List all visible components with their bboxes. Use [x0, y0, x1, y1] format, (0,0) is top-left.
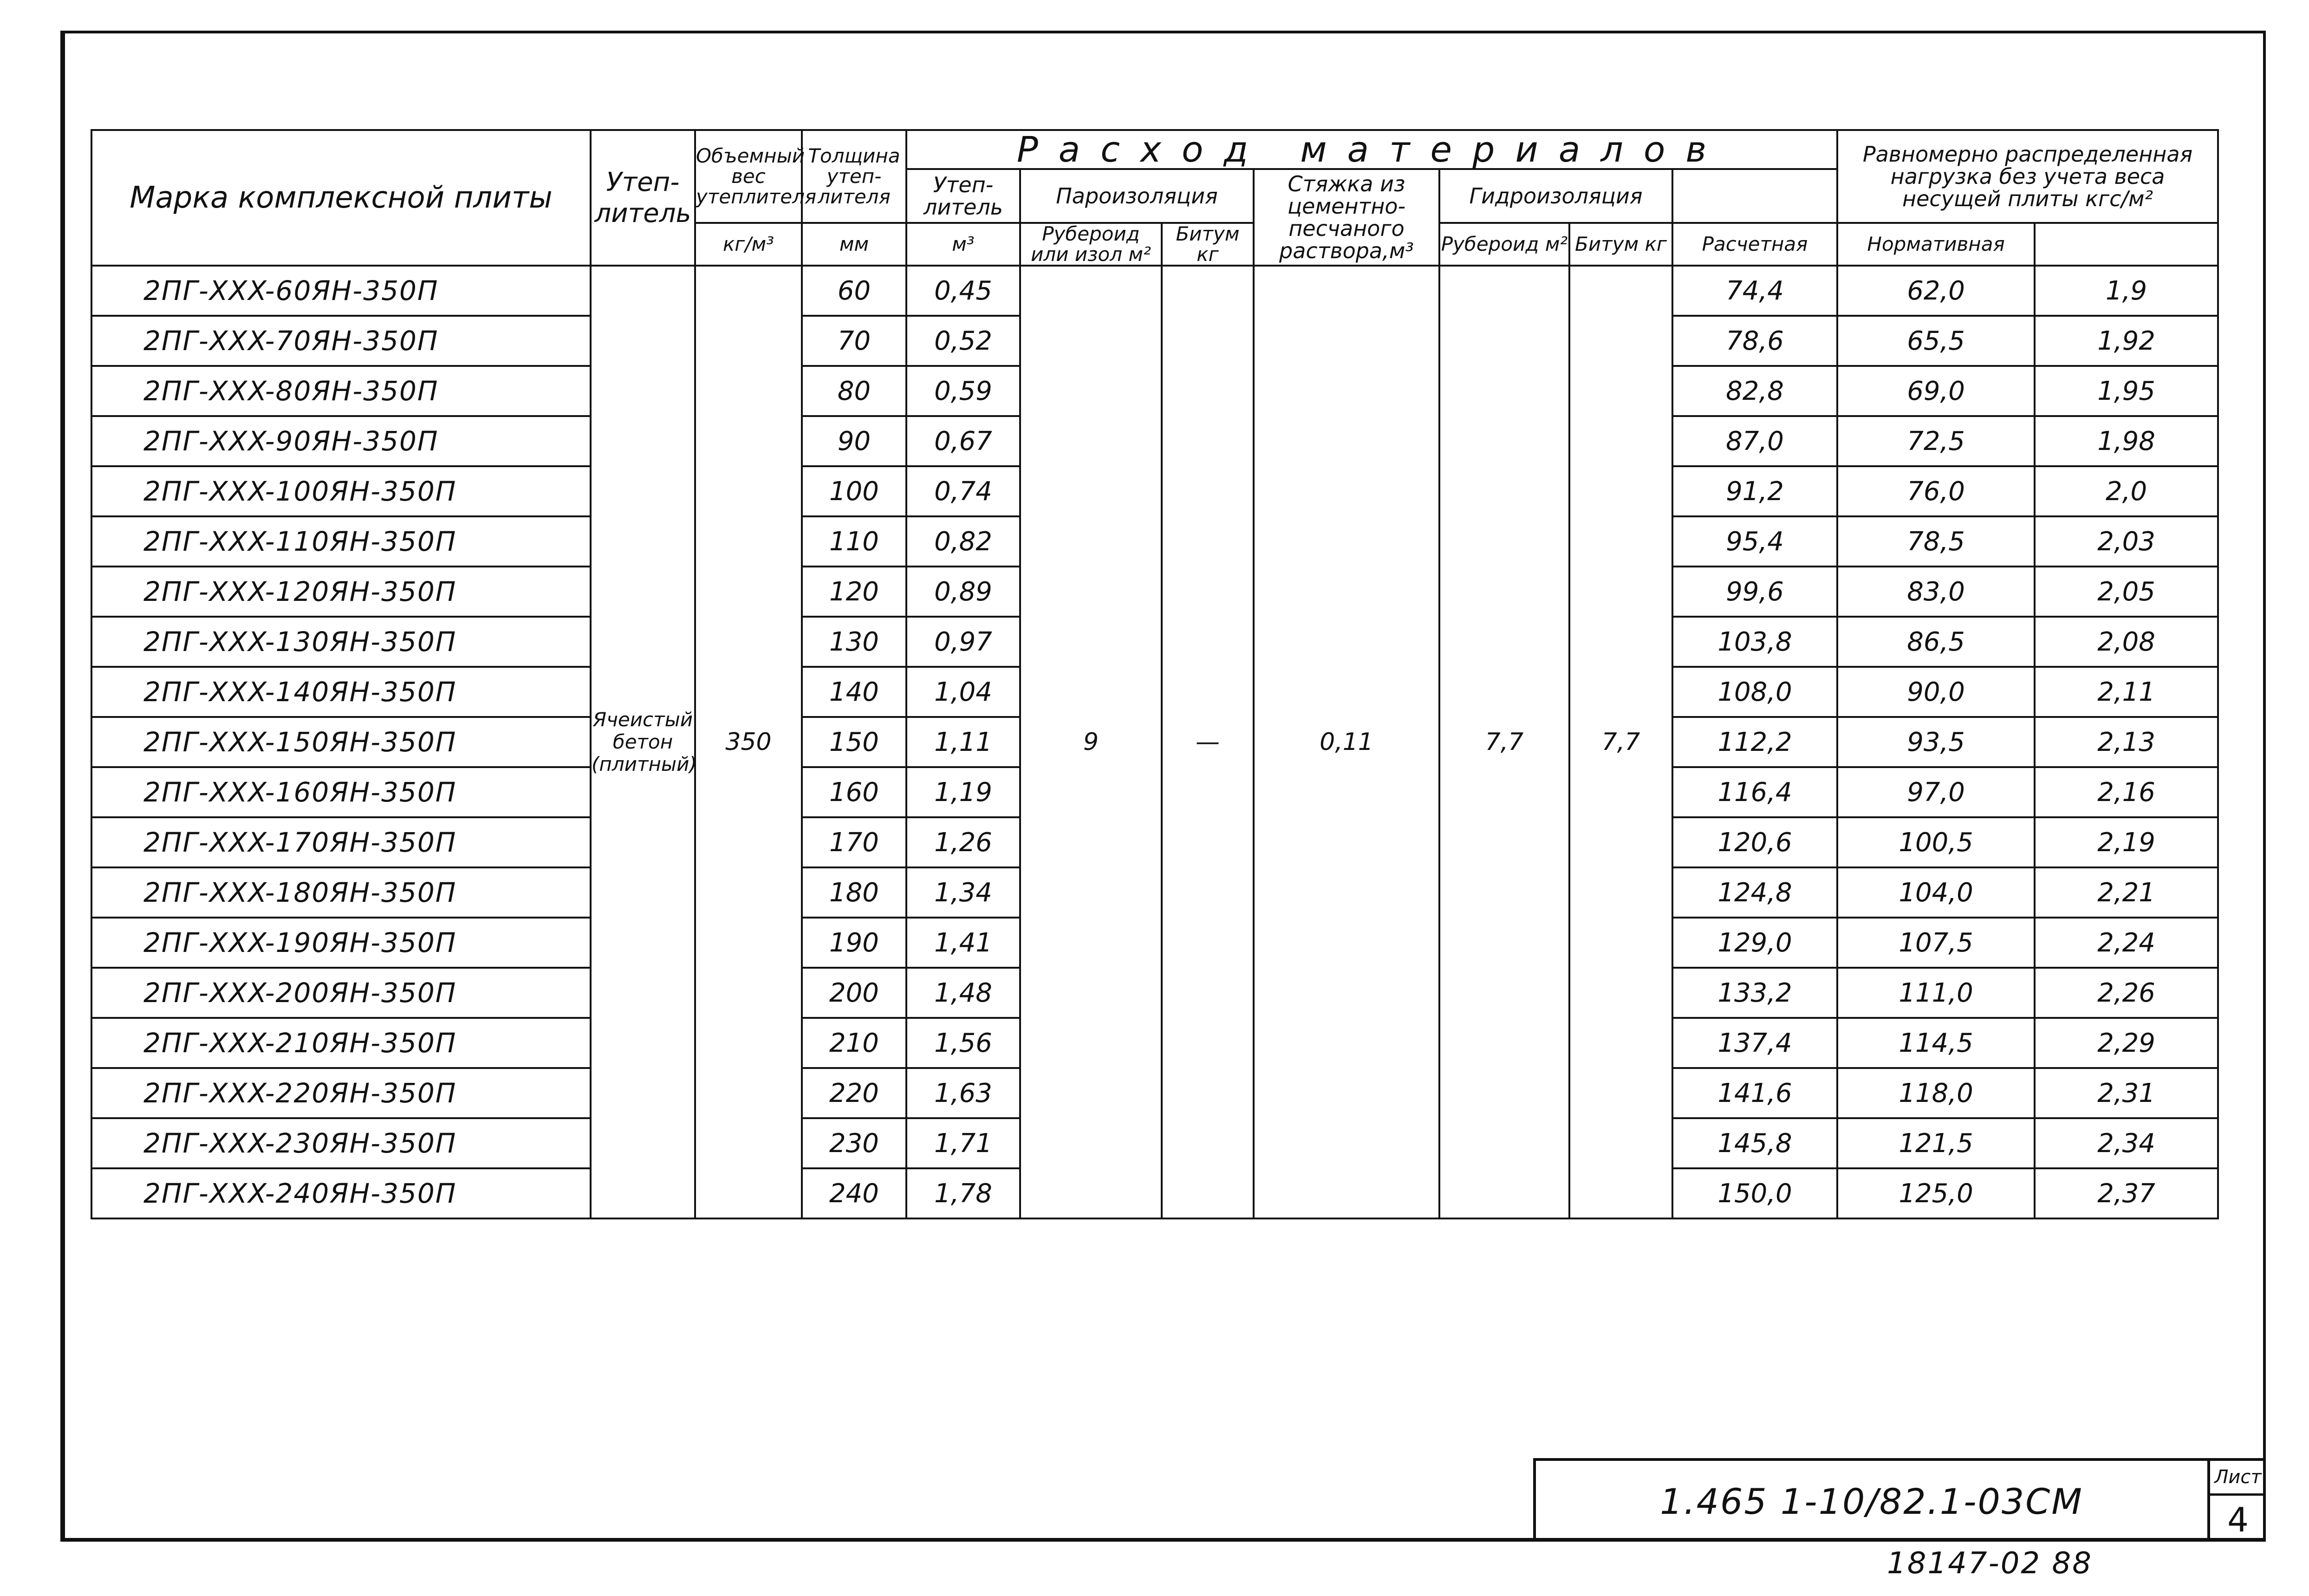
cell-load-calc: 99,6 — [1672, 567, 1837, 617]
cell-load-norm: 90,0 — [1837, 667, 2035, 717]
cell-load-calc: 91,2 — [1672, 466, 1837, 516]
cell-mass: 2,31 — [2035, 1068, 2218, 1118]
cell-insul-volume: 0,59 — [906, 366, 1020, 416]
header-thickness-unit: мм — [802, 223, 906, 266]
cell-load-norm: 86,5 — [1837, 617, 2035, 667]
cell-load-calc: 74,4 — [1672, 266, 1837, 316]
cell-thickness: 120 — [802, 567, 906, 617]
title-block-designation: 1.465 1-10/82.1-03СМ — [1533, 1458, 2207, 1542]
sheet-label: Лист — [2210, 1461, 2266, 1496]
cell-thickness: 230 — [802, 1118, 906, 1168]
cell-mass: 2,26 — [2035, 968, 2218, 1018]
cell-load-calc: 129,0 — [1672, 918, 1837, 968]
cell-load-calc: 116,4 — [1672, 767, 1837, 817]
cell-load-norm: 76,0 — [1837, 466, 2035, 516]
cell-insul-volume: 1,78 — [906, 1168, 1020, 1218]
cell-mark: 2ПГ-XXX-150ЯН-350П — [91, 717, 591, 767]
cell-load-norm: 69,0 — [1837, 366, 2035, 416]
cell-thickness: 190 — [802, 918, 906, 968]
cell-load-calc: 87,0 — [1672, 416, 1837, 466]
cell-vapor-ruberoid: 9 — [1020, 266, 1162, 1218]
cell-mass: 1,9 — [2035, 266, 2218, 316]
cell-mark: 2ПГ-XXX-240ЯН-350П — [91, 1168, 591, 1218]
cell-thickness: 240 — [802, 1168, 906, 1218]
cell-hydro-ruberoid: 7,7 — [1439, 266, 1569, 1218]
cell-load-calc: 103,8 — [1672, 617, 1837, 667]
materials-table — [91, 129, 2219, 1219]
header-consumption: Расход материалов — [906, 130, 1837, 169]
cell-load-calc: 124,8 — [1672, 867, 1837, 918]
cell-insul-volume: 1,26 — [906, 817, 1020, 867]
cell-mark: 2ПГ-XXX-60ЯН-350П — [91, 266, 591, 316]
cell-load-norm: 93,5 — [1837, 717, 2035, 767]
header-hydro-bitumen: Битум кг — [1569, 223, 1672, 266]
cell-insul-volume: 1,11 — [906, 717, 1020, 767]
cell-insul-volume: 1,48 — [906, 968, 1020, 1018]
cell-load-calc: 82,8 — [1672, 366, 1837, 416]
cell-insul-volume: 1,34 — [906, 867, 1020, 918]
table-row — [91, 266, 2218, 316]
cell-load-calc: 112,2 — [1672, 717, 1837, 767]
cell-thickness: 110 — [802, 516, 906, 567]
cell-load-norm: 100,5 — [1837, 817, 2035, 867]
cell-mark: 2ПГ-XXX-210ЯН-350П — [91, 1018, 591, 1068]
header-mark: Марка комплексной плиты — [91, 130, 591, 266]
cell-load-norm: 78,5 — [1837, 516, 2035, 567]
cell-mass: 2,11 — [2035, 667, 2218, 717]
cell-insul-volume: 1,41 — [906, 918, 1020, 968]
cell-mass: 1,98 — [2035, 416, 2218, 466]
cell-load-norm: 121,5 — [1837, 1118, 2035, 1168]
cell-insul-volume: 0,52 — [906, 316, 1020, 366]
header-volume-weight-unit: кг/м³ — [695, 223, 802, 266]
cell-mass: 2,05 — [2035, 567, 2218, 617]
cell-load-calc: 95,4 — [1672, 516, 1837, 567]
cell-insul-volume: 1,19 — [906, 767, 1020, 817]
cell-thickness: 60 — [802, 266, 906, 316]
cell-mass: 2,19 — [2035, 817, 2218, 867]
cell-thickness: 150 — [802, 717, 906, 767]
header-vapor-ruberoid: Рубероид или изол м² — [1020, 223, 1162, 266]
cell-load-calc: 108,0 — [1672, 667, 1837, 717]
cell-insul-volume: 1,71 — [906, 1118, 1020, 1168]
header-volume-weight: Объемный вес утеплителя — [695, 130, 802, 223]
cell-thickness: 200 — [802, 968, 906, 1018]
cell-load-calc: 137,4 — [1672, 1018, 1837, 1068]
cell-thickness: 180 — [802, 867, 906, 918]
cell-thickness: 100 — [802, 466, 906, 516]
cell-insul-volume: 1,63 — [906, 1068, 1020, 1118]
header-row-1 — [91, 130, 2218, 169]
cell-mass: 1,92 — [2035, 316, 2218, 366]
cell-load-calc: 78,6 — [1672, 316, 1837, 366]
cell-load-norm: 97,0 — [1837, 767, 2035, 817]
cell-load-norm: 104,0 — [1837, 867, 2035, 918]
cell-mark: 2ПГ-XXX-110ЯН-350П — [91, 516, 591, 567]
cell-mass: 2,21 — [2035, 867, 2218, 918]
cell-mass: 2,34 — [2035, 1118, 2218, 1168]
cell-thickness: 130 — [802, 617, 906, 667]
header-load: Равномерно распределенная нагрузка без учета веса несущей плиты кгс/м² — [1837, 130, 2218, 223]
cell-thickness: 80 — [802, 366, 906, 416]
cell-mark: 2ПГ-XXX-140ЯН-350П — [91, 667, 591, 717]
cell-mark: 2ПГ-XXX-120ЯН-350П — [91, 567, 591, 617]
header-vapor: Пароизоляция — [1020, 169, 1254, 223]
cell-load-norm: 111,0 — [1837, 968, 2035, 1018]
cell-load-norm: 118,0 — [1837, 1068, 2035, 1118]
header-vapor-bitumen: Битум кг — [1162, 223, 1254, 266]
cell-mass: 2,0 — [2035, 466, 2218, 516]
sheet-number: 4 — [2227, 1500, 2249, 1539]
cell-insulation: Ячеистый бетон (плитный) — [591, 266, 695, 1218]
header-insul-sub: Утеп-литель — [906, 169, 1020, 223]
cell-load-calc: 145,8 — [1672, 1118, 1837, 1168]
cell-load-calc: 120,6 — [1672, 817, 1837, 867]
cell-load-norm: 125,0 — [1837, 1168, 2035, 1218]
cell-load-norm: 83,0 — [1837, 567, 2035, 617]
cell-mass: 2,13 — [2035, 717, 2218, 767]
cell-load-calc: 150,0 — [1672, 1168, 1837, 1218]
header-hydro-ruberoid: Рубероид м² — [1439, 223, 1569, 266]
header-load-calc: Расчетная — [1672, 223, 1837, 266]
cell-mass: 2,03 — [2035, 516, 2218, 567]
cell-mark: 2ПГ-XXX-100ЯН-350П — [91, 466, 591, 516]
footer-code: 18147-02 88 — [1887, 1546, 2093, 1581]
header-insul-sub-unit: м³ — [906, 223, 1020, 266]
cell-mark: 2ПГ-XXX-130ЯН-350П — [91, 617, 591, 667]
cell-load-norm: 114,5 — [1837, 1018, 2035, 1068]
cell-load-calc: 141,6 — [1672, 1068, 1837, 1118]
cell-vapor-bitumen: — — [1162, 266, 1254, 1218]
cell-load-calc: 133,2 — [1672, 968, 1837, 1018]
cell-insul-volume: 0,45 — [906, 266, 1020, 316]
sheet-box — [2207, 1458, 2266, 1542]
cell-mass: 2,16 — [2035, 767, 2218, 817]
header-insulation: Утеп-литель — [591, 130, 695, 266]
cell-mass: 2,29 — [2035, 1018, 2218, 1068]
cell-mass: 2,37 — [2035, 1168, 2218, 1218]
cell-load-norm: 72,5 — [1837, 416, 2035, 466]
cell-thickness: 90 — [802, 416, 906, 466]
cell-insul-volume: 1,56 — [906, 1018, 1020, 1068]
cell-mark: 2ПГ-XXX-200ЯН-350П — [91, 968, 591, 1018]
cell-mark: 2ПГ-XXX-220ЯН-350П — [91, 1068, 591, 1118]
cell-insul-volume: 1,04 — [906, 667, 1020, 717]
table-body — [91, 266, 2218, 1218]
cell-insul-volume: 0,97 — [906, 617, 1020, 667]
cell-mark: 2ПГ-XXX-230ЯН-350П — [91, 1118, 591, 1168]
header-thickness: Толщина утеп-лителя — [802, 130, 906, 223]
cell-screed: 0,11 — [1254, 266, 1439, 1218]
cell-insul-volume: 0,82 — [906, 516, 1020, 567]
header-hydro: Гидроизоляция — [1439, 169, 1672, 223]
cell-insul-volume: 0,67 — [906, 416, 1020, 466]
cell-volume-weight: 350 — [695, 266, 802, 1218]
cell-insul-volume: 0,74 — [906, 466, 1020, 516]
cell-mark: 2ПГ-XXX-80ЯН-350П — [91, 366, 591, 416]
cell-load-norm: 107,5 — [1837, 918, 2035, 968]
cell-mass: 2,08 — [2035, 617, 2218, 667]
cell-thickness: 140 — [802, 667, 906, 717]
cell-mark: 2ПГ-XXX-70ЯН-350П — [91, 316, 591, 366]
cell-mark: 2ПГ-XXX-160ЯН-350П — [91, 767, 591, 817]
header-screed: Стяжка из цементно-песчаного раствора,м³ — [1254, 169, 1439, 266]
cell-mass: 1,95 — [2035, 366, 2218, 416]
cell-insul-volume: 0,89 — [906, 567, 1020, 617]
cell-thickness: 220 — [802, 1068, 906, 1118]
cell-load-norm: 62,0 — [1837, 266, 2035, 316]
cell-thickness: 160 — [802, 767, 906, 817]
cell-mark: 2ПГ-XXX-170ЯН-350П — [91, 817, 591, 867]
cell-load-norm: 65,5 — [1837, 316, 2035, 366]
cell-mark: 2ПГ-XXX-180ЯН-350П — [91, 867, 591, 918]
cell-mass: 2,24 — [2035, 918, 2218, 968]
cell-hydro-bitumen: 7,7 — [1569, 266, 1672, 1218]
cell-thickness: 210 — [802, 1018, 906, 1068]
cell-thickness: 170 — [802, 817, 906, 867]
header-load-norm: Нормативная — [1837, 223, 2035, 266]
cell-mark: 2ПГ-XXX-90ЯН-350П — [91, 416, 591, 466]
cell-thickness: 70 — [802, 316, 906, 366]
cell-mark: 2ПГ-XXX-190ЯН-350П — [91, 918, 591, 968]
